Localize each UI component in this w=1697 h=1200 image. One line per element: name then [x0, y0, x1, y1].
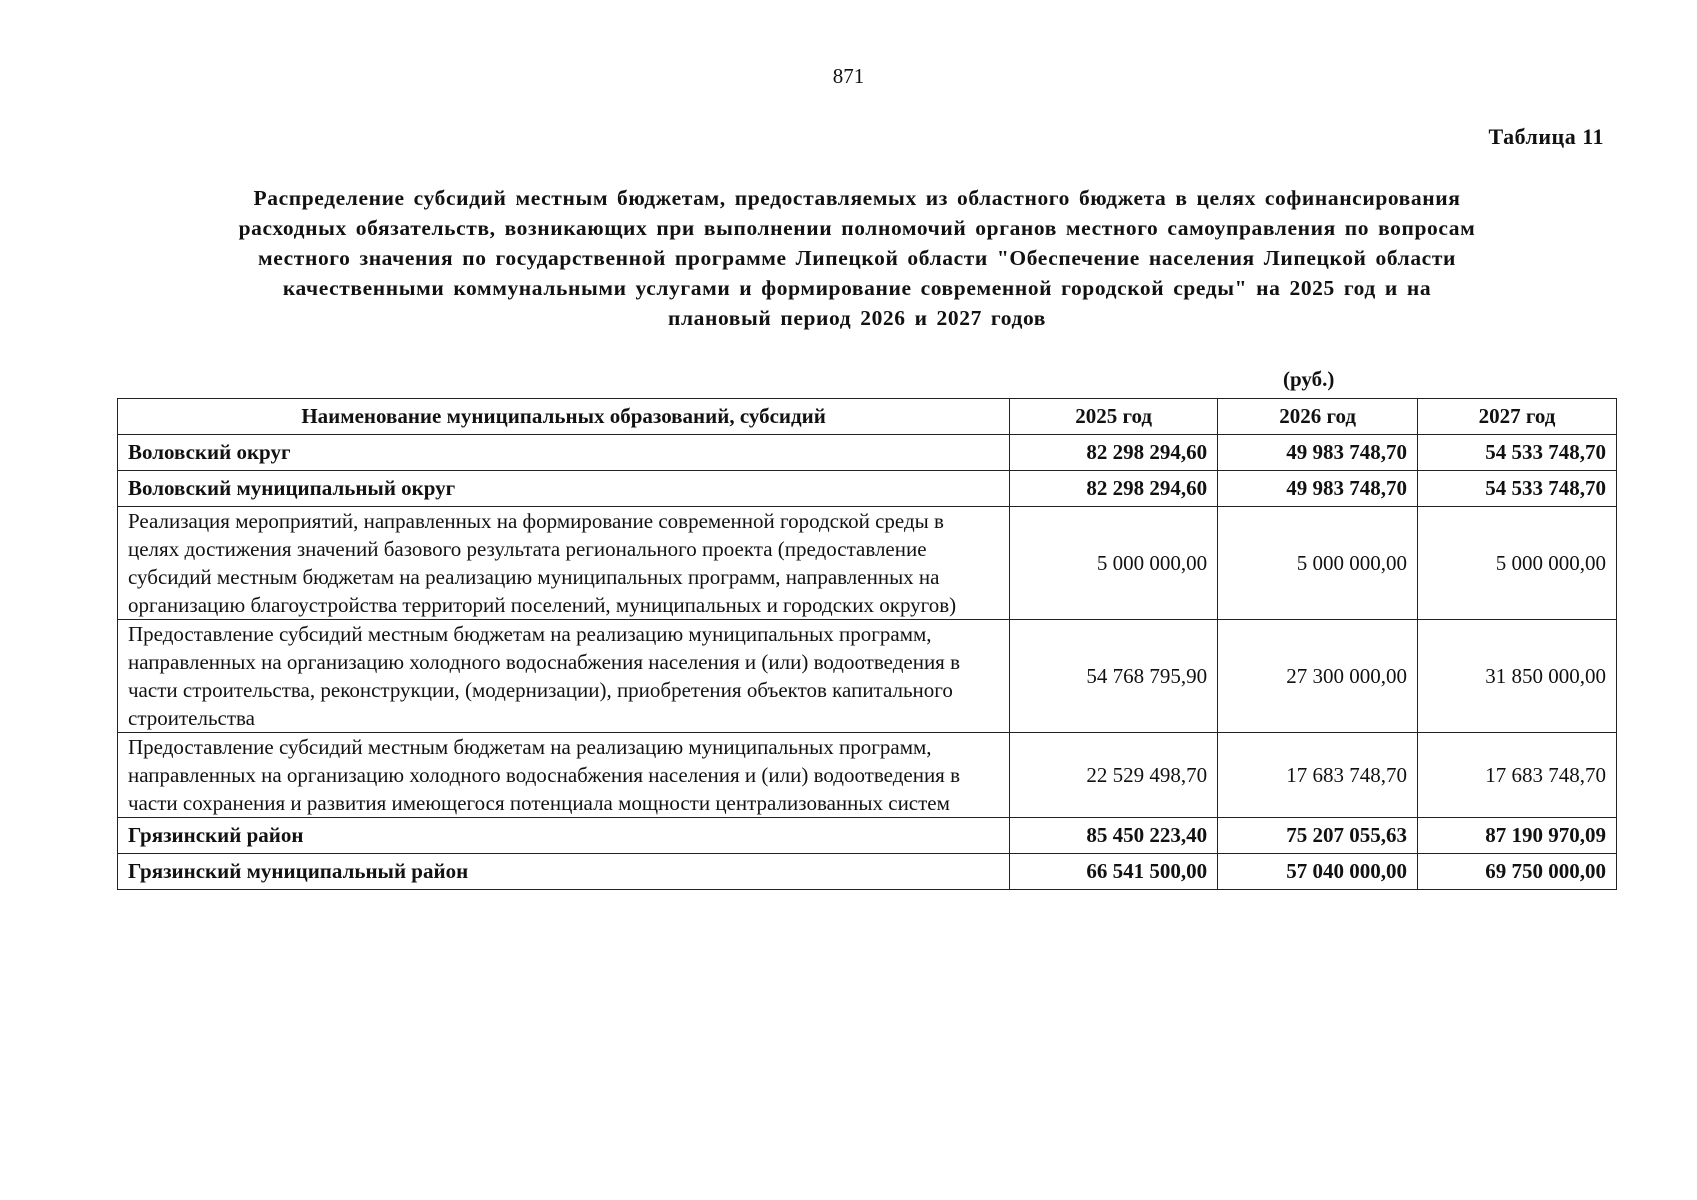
row-name: Воловский муниципальный округ: [118, 471, 1010, 507]
row-name: Воловский округ: [118, 435, 1010, 471]
value-2025: 66 541 500,00: [1010, 854, 1218, 890]
table-row: [118, 733, 1617, 818]
table-row: [118, 507, 1617, 620]
value-2025: 54 768 795,90: [1010, 620, 1218, 733]
value-2025: 82 298 294,60: [1010, 471, 1218, 507]
column-header-2026: 2026 год: [1218, 399, 1418, 435]
title-line: плановый период 2026 и 2027 годов: [668, 306, 1046, 330]
title-line: расходных обязательств, возникающих при выполнении полномочий органов местного самоуправления по вопросам: [238, 216, 1476, 240]
row-name: Грязинский район: [118, 818, 1010, 854]
value-2026: 49 983 748,70: [1218, 471, 1418, 507]
column-header-name: Наименование муниципальных образований, субсидий: [118, 399, 1010, 435]
value-2026: 27 300 000,00: [1218, 620, 1418, 733]
units-label: (руб.): [1283, 367, 1335, 391]
table-header-row: [118, 399, 1617, 435]
value-2026: 57 040 000,00: [1218, 854, 1418, 890]
table-row: [118, 854, 1617, 890]
value-2027: 31 850 000,00: [1418, 620, 1617, 733]
value-2027: 17 683 748,70: [1418, 733, 1617, 818]
value-2027: 54 533 748,70: [1418, 471, 1617, 507]
table-label: Таблица 11: [1488, 124, 1604, 149]
table-row: [118, 471, 1617, 507]
value-2025: 5 000 000,00: [1010, 507, 1218, 620]
title-line: качественными коммунальными услугами и формирование современной городской среды" на 2025 год и на: [282, 276, 1432, 300]
title-line: местного значения по государственной программе Липецкой области "Обеспечение населения Липецкой области: [258, 246, 1456, 270]
value-2027: 54 533 748,70: [1418, 435, 1617, 471]
row-name: Предоставление субсидий местным бюджетам на реализацию муниципальных программ, направленных на организацию холодного водоснабжения населения и (или) водоотведения в части сохранения и развития имеющегося потенциала мощности централизованных систем: [118, 733, 1010, 818]
page-number: 871: [832, 64, 865, 88]
value-2027: 69 750 000,00: [1418, 854, 1617, 890]
table-row: [118, 620, 1617, 733]
document-title: [118, 183, 1596, 333]
value-2026: 49 983 748,70: [1218, 435, 1418, 471]
subsidies-table: [117, 398, 1617, 890]
value-2026: 5 000 000,00: [1218, 507, 1418, 620]
value-2026: 75 207 055,63: [1218, 818, 1418, 854]
value-2027: 5 000 000,00: [1418, 507, 1617, 620]
value-2025: 85 450 223,40: [1010, 818, 1218, 854]
row-name: Предоставление субсидий местным бюджетам на реализацию муниципальных программ, направленных на организацию холодного водоснабжения населения и (или) водоотведения в части строительства, реконструкции, (модернизации), приобретения объектов капитального строительства: [118, 620, 1010, 733]
table-row: [118, 435, 1617, 471]
row-name: Грязинский муниципальный район: [118, 854, 1010, 890]
column-header-2027: 2027 год: [1418, 399, 1617, 435]
value-2025: 22 529 498,70: [1010, 733, 1218, 818]
row-name: Реализация мероприятий, направленных на формирование современной городской среды в целях достижения значений базового результата регионального проекта (предоставление субсидий местным бюджетам на реализацию муниципальных программ, направленных на организацию благоустройства территорий поселений, муниципальных и городских округов): [118, 507, 1010, 620]
value-2025: 82 298 294,60: [1010, 435, 1218, 471]
value-2026: 17 683 748,70: [1218, 733, 1418, 818]
column-header-2025: 2025 год: [1010, 399, 1218, 435]
table-row: [118, 818, 1617, 854]
value-2027: 87 190 970,09: [1418, 818, 1617, 854]
title-line: Распределение субсидий местным бюджетам, предоставляемых из областного бюджета в целях софинансирования: [253, 186, 1461, 210]
